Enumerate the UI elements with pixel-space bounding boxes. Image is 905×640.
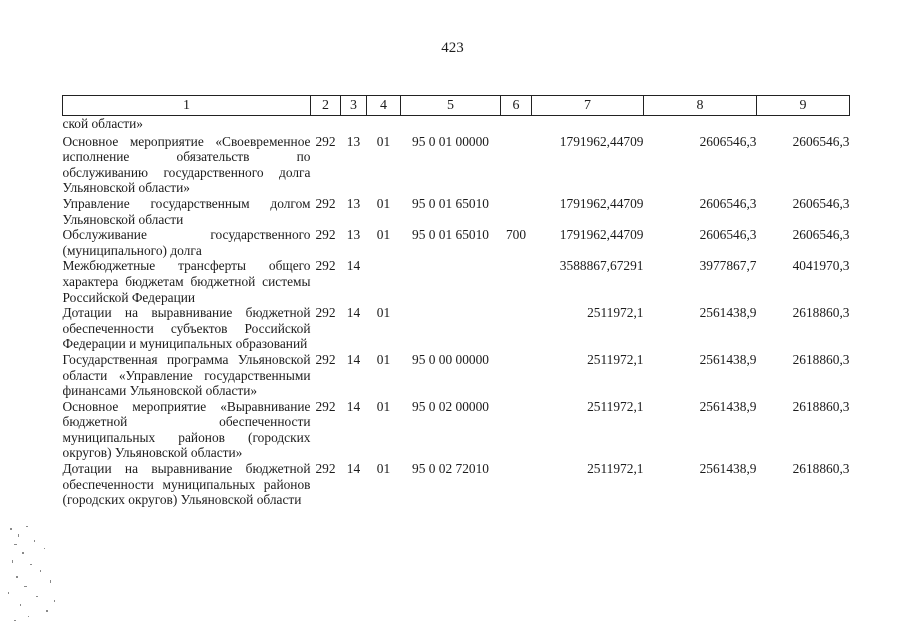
table-row (63, 134, 850, 196)
row-c8: 2606546,3 (699, 227, 757, 243)
row-c4: 01 (376, 227, 391, 243)
row-name: Основное мероприятие «Выравнивание бюджетной обеспеченности муниципальных районов (городских округов) Ульяновской области» (62, 398, 311, 461)
header-col-3: 3 (341, 96, 367, 116)
row-c7: 1791962,44709 (559, 195, 644, 211)
row-c9: 2618860,3 (792, 461, 850, 477)
row-c4: 01 (376, 133, 391, 149)
row-c3: 13 (346, 195, 361, 211)
row-name: Управление государственным долгом Ульяновской области (62, 195, 311, 227)
row-c5: 95 0 01 65010 (412, 195, 489, 211)
row-c3: 13 (346, 227, 361, 243)
row-c7 (532, 116, 644, 134)
row-c2: 292 (315, 398, 336, 414)
row-name: Обслуживание государственного (муниципального) долга (62, 227, 311, 258)
row-c5: 95 0 00 00000 (412, 351, 489, 367)
row-c7: 2511972,1 (587, 461, 644, 477)
row-c9: 2606546,3 (792, 195, 850, 211)
header-col-1: 1 (63, 96, 311, 116)
row-c8: 2561438,9 (699, 398, 757, 414)
scan-noise-decoration (4, 520, 62, 630)
row-c8: 3977867,7 (699, 258, 757, 274)
row-c2: 292 (315, 133, 336, 149)
row-c6 (501, 352, 532, 399)
row-c7: 2511972,1 (587, 351, 644, 367)
row-c8: 2606546,3 (699, 195, 757, 211)
row-c7: 2511972,1 (587, 305, 644, 321)
header-col-6: 6 (501, 96, 532, 116)
row-c6 (501, 461, 532, 508)
row-c9: 2618860,3 (792, 351, 850, 367)
row-c2: 292 (315, 258, 336, 274)
page-number: 423 (441, 40, 464, 56)
row-c6 (501, 258, 532, 305)
row-c4: 01 (376, 305, 391, 321)
row-c9: 2618860,3 (792, 398, 850, 414)
row-name: Дотации на выравнивание бюджетной обеспеченности субъектов Российской Федерации и муниципальных образований (62, 305, 311, 352)
row-c7: 3588867,67291 (559, 258, 644, 274)
row-c6 (501, 399, 532, 461)
row-c8: 2606546,3 (699, 133, 757, 149)
row-c9: 2606546,3 (792, 227, 850, 243)
row-c3: 13 (346, 133, 361, 149)
row-name: Государственная программа Ульяновской области «Управление государственными финансами Ульяновской области» (62, 351, 311, 399)
row-c4: 01 (376, 461, 391, 477)
header-col-9: 9 (757, 96, 850, 116)
row-c4: 01 (376, 351, 391, 367)
row-name: Дотации на выравнивание бюджетной обеспеченности муниципальных районов (городских округов) Ульяновской области (62, 461, 311, 508)
row-c5: 95 0 02 00000 (412, 398, 489, 414)
row-c9: 4041970,3 (792, 258, 850, 274)
row-c4: 01 (376, 195, 391, 211)
row-c3: 14 (346, 258, 361, 274)
row-c2: 292 (315, 305, 336, 321)
row-c6 (501, 134, 532, 196)
row-c2: 292 (315, 195, 336, 211)
header-col-8: 8 (644, 96, 757, 116)
row-c5 (401, 258, 501, 305)
row-c6 (501, 305, 532, 352)
row-c5 (401, 116, 501, 134)
row-c8: 2561438,9 (699, 351, 757, 367)
table-row (63, 116, 850, 134)
table-row (63, 258, 850, 305)
row-c8: 2561438,9 (699, 305, 757, 321)
table-row (63, 227, 850, 258)
header-col-7: 7 (532, 96, 644, 116)
row-c3: 14 (346, 398, 361, 414)
table-row (63, 399, 850, 461)
row-name: Межбюджетные трансферты общего характера бюджетам бюджетной системы Российской Федерации (62, 258, 311, 305)
row-c7: 1791962,44709 (559, 227, 644, 243)
row-name: ской области» (62, 116, 143, 131)
row-c5: 95 0 01 00000 (412, 133, 489, 149)
row-c7: 1791962,44709 (559, 133, 644, 149)
row-c5: 95 0 01 65010 (412, 227, 489, 243)
row-c3: 14 (346, 305, 361, 321)
table-row (63, 461, 850, 508)
header-col-5: 5 (401, 96, 501, 116)
row-c5 (401, 305, 501, 352)
table-row (63, 196, 850, 227)
header-row (63, 96, 850, 116)
table-row (63, 352, 850, 399)
row-c2: 292 (315, 461, 336, 477)
row-c3 (341, 116, 367, 134)
table-row (63, 305, 850, 352)
row-c7: 2511972,1 (587, 398, 644, 414)
row-c9 (757, 116, 850, 134)
row-c2: 292 (315, 227, 336, 243)
row-c9: 2606546,3 (792, 133, 850, 149)
header-col-4: 4 (367, 96, 401, 116)
row-c2: 292 (315, 351, 336, 367)
row-c3: 14 (346, 461, 361, 477)
row-c4: 01 (376, 398, 391, 414)
row-c6: 700 (505, 227, 527, 243)
row-name: Основное мероприятие «Своевременное исполнение обязательств по обслуживанию государственного долга Ульяновской области» (62, 133, 311, 196)
budget-table (62, 95, 850, 508)
row-c5: 95 0 02 72010 (412, 461, 489, 477)
row-c8 (644, 116, 757, 134)
row-c6 (501, 116, 532, 134)
row-c8: 2561438,9 (699, 461, 757, 477)
row-c6 (501, 196, 532, 227)
row-c2 (311, 116, 341, 134)
row-c9: 2618860,3 (792, 305, 850, 321)
row-c4 (367, 258, 401, 305)
row-c3: 14 (346, 351, 361, 367)
row-c4 (367, 116, 401, 134)
header-col-2: 2 (311, 96, 341, 116)
